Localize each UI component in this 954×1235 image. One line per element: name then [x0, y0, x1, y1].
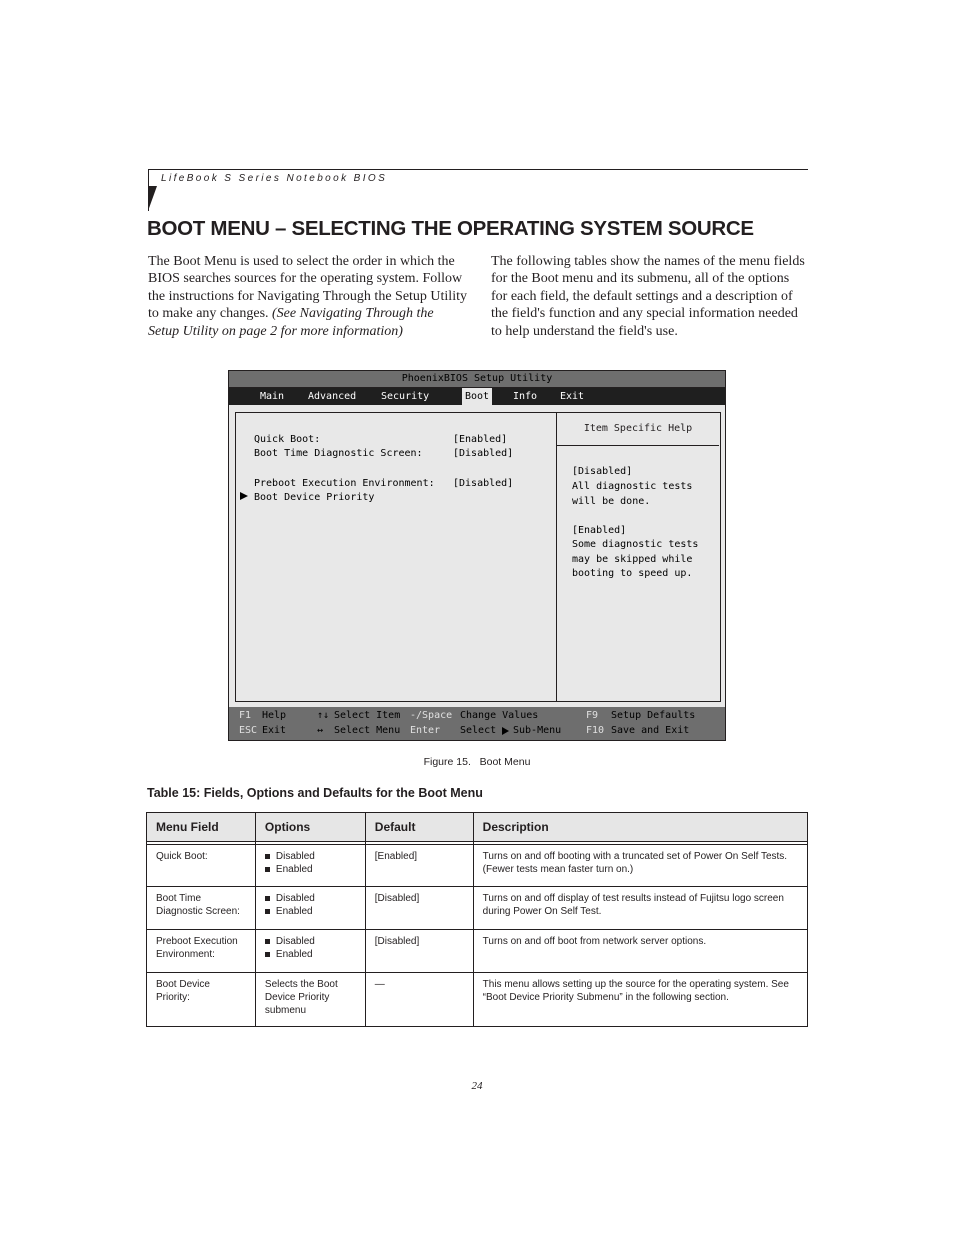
help-line: [Enabled]	[572, 525, 627, 536]
key-select-item-label: Select Item	[334, 710, 401, 721]
value-boot-time-diagnostic[interactable]: [Disabled]	[453, 448, 514, 459]
cell-field: Boot Time Diagnostic Screen:	[147, 887, 256, 930]
bullet-square-icon	[265, 896, 270, 901]
option-text: Enabled	[275, 906, 313, 917]
key-change-values-label: Change Values	[460, 710, 539, 721]
key-select-label: Select	[460, 725, 497, 736]
key-f10: F10	[586, 725, 605, 736]
help-line: All diagnostic tests	[572, 481, 693, 492]
bullet-square-icon	[265, 909, 270, 914]
intro-right: The following tables show the names of the menu fields for the Boot menu and its submenu, all of the options for each field, the default settings and a description of the field's function and any special information needed to help understand the field's use.	[491, 254, 805, 339]
help-line: [Disabled]	[572, 466, 633, 477]
left-right-arrows-icon: ↔	[317, 725, 324, 736]
intro-left-reference: (See Navigating Through the Setup Utility on page 2 for more information)	[148, 306, 434, 339]
option-text: Enabled	[275, 949, 313, 960]
header-rule	[148, 169, 808, 170]
bullet-square-icon	[265, 939, 270, 944]
cell-default: [Enabled]	[365, 845, 473, 887]
cell-options: Selects the Boot Device Priority submenu	[255, 973, 365, 1027]
table-row	[147, 887, 808, 930]
field-preboot-execution[interactable]: Preboot Execution Environment:	[254, 478, 435, 489]
cell-field: Quick Boot:	[147, 845, 256, 887]
bios-tab-main[interactable]: Main	[260, 391, 285, 402]
field-boot-device-priority[interactable]: Boot Device Priority	[254, 492, 375, 503]
submenu-arrow-icon	[240, 492, 248, 500]
cell-default: [Disabled]	[365, 930, 473, 973]
cell-default: [Disabled]	[365, 887, 473, 930]
bios-tab-boot[interactable]: Boot	[462, 388, 492, 405]
key-save-exit-label: Save and Exit	[611, 725, 690, 736]
cell-description: Turns on and off booting with a truncated set of Power On Self Tests. (Fewer tests mean faster turn on.)	[473, 845, 807, 887]
value-quick-boot[interactable]: [Enabled]	[453, 434, 508, 445]
header-options: Options	[255, 813, 365, 842]
bios-tab-advanced[interactable]: Advanced	[308, 391, 357, 402]
bios-title: PhoenixBIOS Setup Utility	[229, 371, 725, 388]
option-text: Disabled	[275, 893, 315, 904]
key-exit-label: Exit	[262, 725, 287, 736]
fields-table	[146, 812, 808, 1027]
key-sub-menu-label: Sub-Menu	[513, 725, 562, 736]
bullet-square-icon	[265, 854, 270, 859]
key-space: -/Space	[410, 710, 453, 721]
bios-menubar	[229, 388, 725, 405]
header-marker-icon	[148, 186, 157, 211]
bios-key-legend	[229, 707, 725, 740]
table-header-row	[147, 813, 808, 842]
header-menu-field: Menu Field	[147, 813, 256, 842]
bullet-square-icon	[265, 867, 270, 872]
cell-field: Boot Device Priority:	[147, 973, 256, 1027]
bios-panel-divider	[556, 412, 557, 702]
intro-left	[148, 253, 468, 340]
cell-field: Preboot Execution Environment:	[147, 930, 256, 973]
help-line: will be done.	[572, 496, 651, 507]
cell-options	[255, 887, 365, 930]
help-title: Item Specific Help	[557, 412, 719, 446]
field-quick-boot[interactable]: Quick Boot:	[254, 434, 321, 445]
value-preboot-execution[interactable]: [Disabled]	[453, 478, 514, 489]
intro-left-text: The Boot Menu is used to select the order in which the BIOS searches sources for the operating system. Follow the instructions for Navigating Through the Setup Utility to make any changes.	[148, 254, 467, 322]
cell-options	[255, 845, 365, 887]
table-row	[147, 973, 808, 1027]
cell-default: —	[365, 973, 473, 1027]
key-enter: Enter	[410, 725, 441, 736]
up-down-arrows-icon: ↑↓	[317, 710, 330, 721]
running-header: LifeBook S Series Notebook BIOS	[161, 173, 388, 184]
key-setup-defaults-label: Setup Defaults	[611, 710, 696, 721]
table-title: Table 15: Fields, Options and Defaults for the Boot Menu	[147, 786, 483, 800]
field-boot-time-diagnostic[interactable]: Boot Time Diagnostic Screen:	[254, 448, 423, 459]
help-line: may be skipped while	[572, 554, 693, 565]
figure-caption: Figure 15. Boot Menu	[423, 756, 531, 768]
key-f1: F1	[239, 710, 252, 721]
table-row	[147, 930, 808, 973]
page-title: BOOT MENU – SELECTING THE OPERATING SYSTEM SOURCE	[147, 217, 754, 240]
cell-description: Turns on and off display of test results instead of Fujitsu logo screen during Power On Self Test.	[473, 887, 807, 930]
help-line: Some diagnostic tests	[572, 539, 699, 550]
option-text: Disabled	[275, 936, 315, 947]
submenu-arrow-icon	[502, 727, 509, 735]
header-default: Default	[365, 813, 473, 842]
key-f9: F9	[586, 710, 599, 721]
key-select-menu-label: Select Menu	[334, 725, 401, 736]
key-esc: ESC	[239, 725, 258, 736]
bios-tab-exit[interactable]: Exit	[560, 391, 585, 402]
cell-description: Turns on and off boot from network server options.	[473, 930, 807, 973]
table-row	[147, 845, 808, 887]
option-text: Disabled	[275, 851, 315, 862]
cell-description: This menu allows setting up the source for the operating system. See “Boot Device Priority Submenu” in the following section.	[473, 973, 807, 1027]
bios-tab-info[interactable]: Info	[513, 391, 538, 402]
bullet-square-icon	[265, 952, 270, 957]
page-number: 24	[471, 1080, 483, 1092]
option-text: Enabled	[275, 864, 313, 875]
header-description: Description	[473, 813, 807, 842]
key-help-label: Help	[262, 710, 287, 721]
bios-screen	[228, 370, 726, 741]
bios-tab-security[interactable]: Security	[381, 391, 430, 402]
help-line: booting to speed up.	[572, 568, 693, 579]
cell-options	[255, 930, 365, 973]
